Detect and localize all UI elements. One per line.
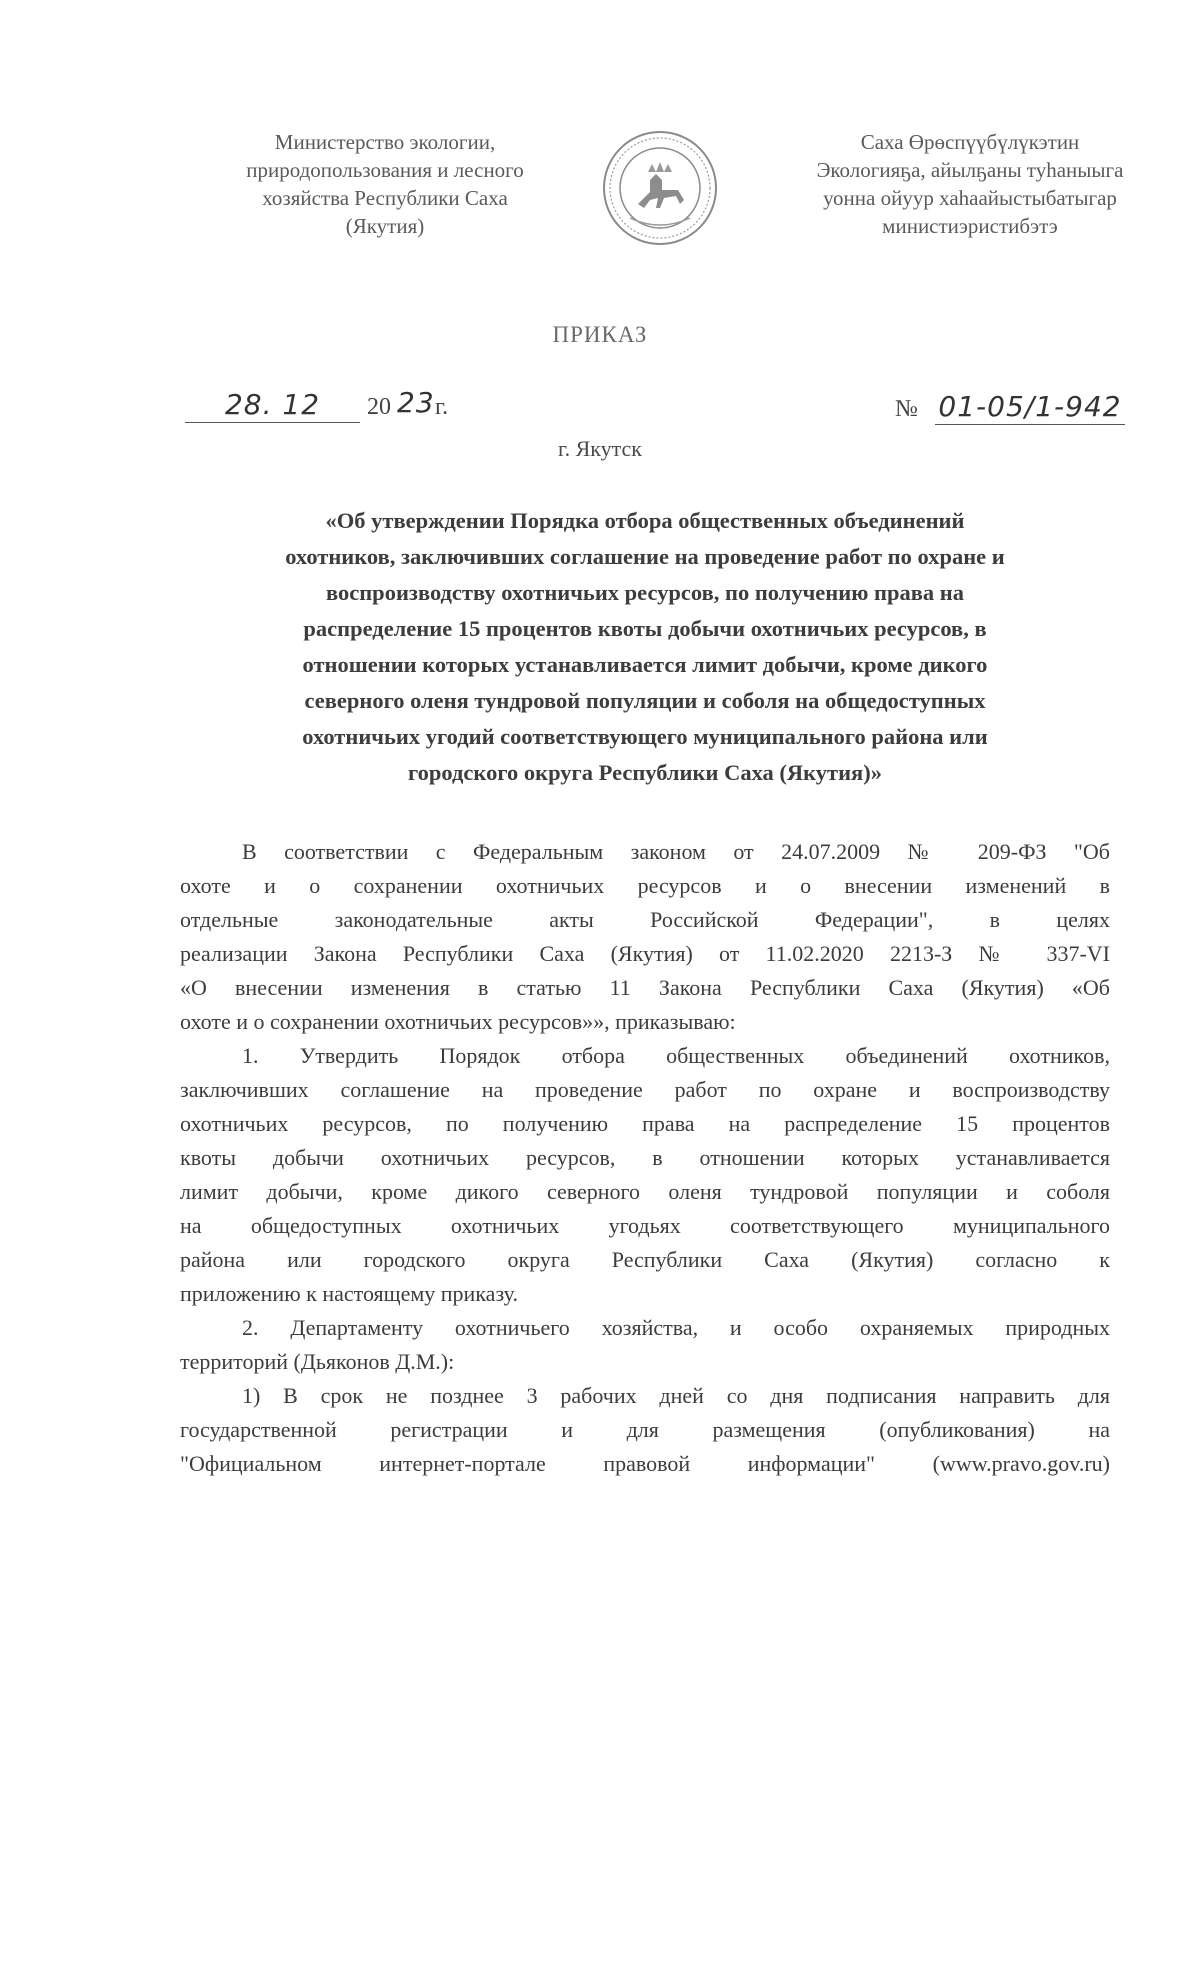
body-line: района или городского округа Республики Саха (Якутия) согласно к	[180, 1247, 1110, 1272]
body-line: реализации Закона Республики Саха (Якутия) от 11.02.2020 2213-З № 337-VI	[180, 941, 1110, 966]
ministry-name-ru	[190, 128, 580, 240]
date-day-month: 28. 12	[185, 388, 360, 423]
ministry-name-sah	[770, 128, 1170, 240]
title-line: охотников, заключивших соглашение на проведение работ по охране и	[285, 544, 1005, 569]
order-date	[185, 388, 515, 428]
body-line: квоты добычи охотничьих ресурсов, в отношении которых устанавливается	[180, 1145, 1110, 1170]
ministry-ru-line: природопользования и лесного	[246, 158, 524, 182]
body-line: В соответствии с Федеральным законом от 24.07.2009 № 209-ФЗ "Об	[242, 839, 1110, 864]
title-line: городского округа Республики Саха (Якутия)»	[408, 760, 882, 785]
body-line: приложению к настоящему приказу.	[180, 1281, 518, 1306]
body-line: охотничьих ресурсов, по получению права на распределение 15 процентов	[180, 1111, 1110, 1136]
city-line: г. Якутск	[558, 436, 642, 461]
title-line: «Об утверждении Порядка отбора общественных объединений	[325, 508, 965, 533]
date-year-handwritten: 23	[397, 386, 435, 419]
body-line: 1) В срок не позднее 3 рабочих дней со дня подписания направить для	[242, 1383, 1110, 1408]
body-line: 2. Департаменту охотничьего хозяйства, и особо охраняемых природных	[242, 1315, 1110, 1340]
sakha-emblem-icon	[600, 128, 720, 248]
order-title	[195, 503, 1095, 791]
date-year-printed: 20	[367, 394, 391, 420]
body-line: охоте и о сохранении охотничьих ресурсов»», приказываю:	[180, 1009, 736, 1034]
body-line: территорий (Дьяконов Д.М.):	[180, 1349, 455, 1374]
body-line: отдельные законодательные акты Российской Федерации", в целях	[180, 907, 1110, 932]
body-line: на общедоступных охотничьих угодьях соответствующего муниципального	[180, 1213, 1110, 1238]
body-line: «О внесении изменения в статью 11 Закона Республики Саха (Якутия) «Об	[180, 975, 1110, 1000]
ministry-sah-line: министиэристибэтэ	[882, 214, 1058, 238]
title-line: северного оленя тундровой популяции и соболя на общедоступных	[304, 688, 986, 713]
body-line: лимит добычи, кроме дикого северного оленя тундровой популяции и соболя	[180, 1179, 1110, 1204]
document-type-title: ПРИКАЗ	[552, 322, 648, 347]
ministry-ru-line: хозяйства Республики Саха	[262, 186, 508, 210]
title-line: распределение 15 процентов квоты добычи охотничьих ресурсов, в	[303, 616, 987, 641]
number-sign: №	[895, 396, 918, 422]
ministry-sah-line: Экологияҕа, айылҕаны туһаныыга	[816, 158, 1124, 182]
body-line: государственной регистрации и для размещения (опубликования) на	[180, 1417, 1110, 1442]
body-line: заключивших соглашение на проведение работ по охране и воспроизводству	[180, 1077, 1110, 1102]
title-line: воспроизводству охотничьих ресурсов, по получению права на	[325, 580, 964, 605]
body-line: "Официальном интернет-портале правовой информации" (www.pravo.gov.ru)	[180, 1451, 1110, 1476]
ministry-sah-line: уонна ойуур хаһаайыстыбатыгар	[823, 186, 1117, 210]
title-line: охотничьих угодий соответствующего муниципального района или	[302, 724, 988, 749]
title-line: отношении которых устанавливается лимит добычи, кроме дикого	[302, 652, 988, 677]
ministry-ru-line: Министерство экологии,	[274, 130, 496, 154]
body-line: 1. Утвердить Порядок отбора общественных объединений охотников,	[242, 1043, 1110, 1068]
ministry-ru-line: (Якутия)	[345, 214, 425, 238]
body-line: охоте и о сохранении охотничьих ресурсов и о внесении изменений в	[180, 873, 1110, 898]
number-value: 01-05/1-942	[935, 390, 1125, 425]
ministry-sah-line: Саха Өрөспүүбүлүкэтин	[860, 130, 1080, 154]
order-body	[180, 835, 1110, 1481]
order-number	[895, 390, 1135, 430]
date-suffix: г.	[435, 394, 449, 420]
